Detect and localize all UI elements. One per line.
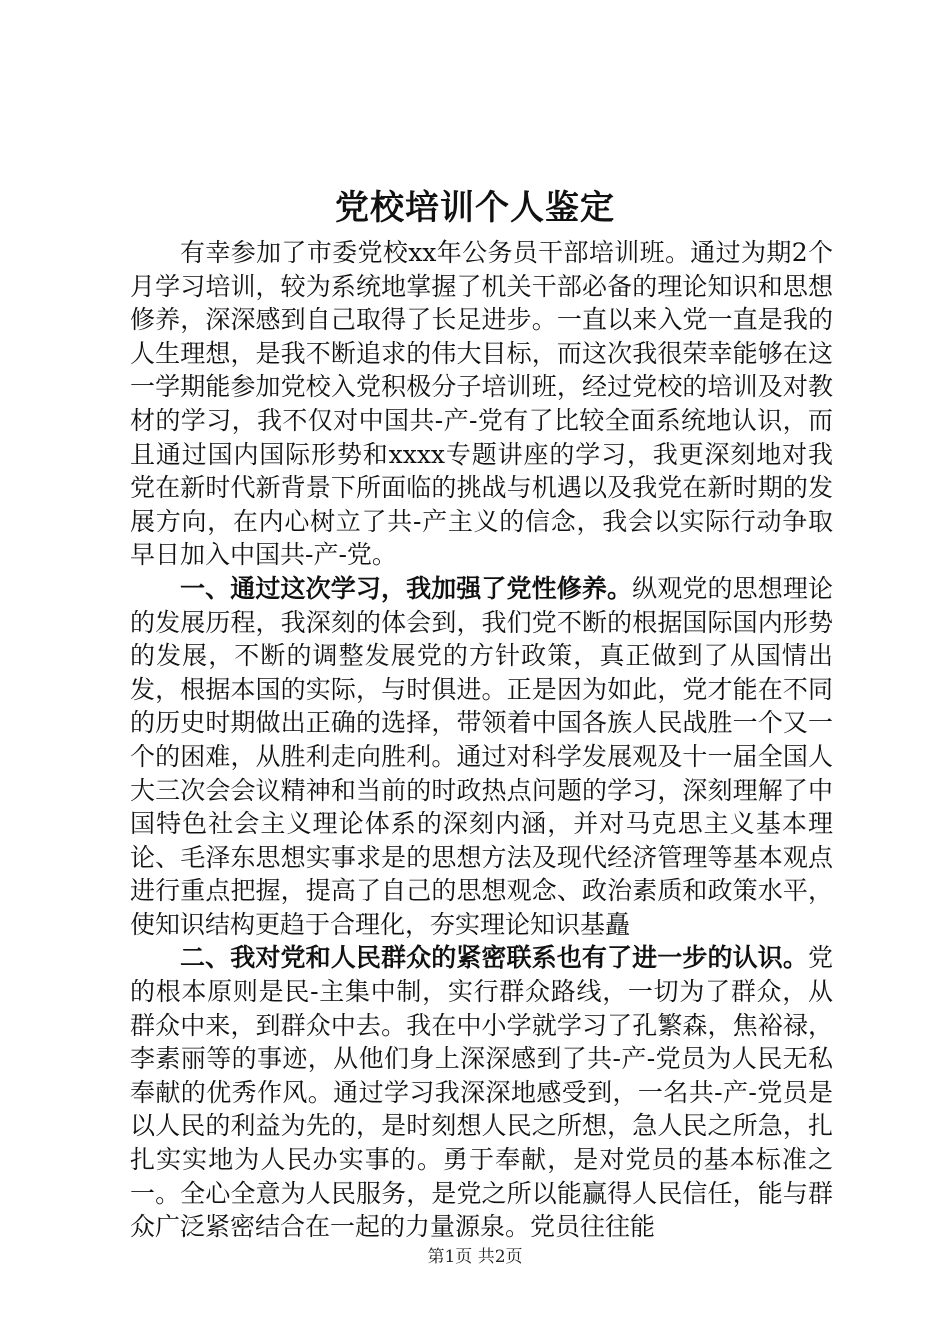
paragraph-mass-line: [130, 941, 833, 1243]
paragraph-party-spirit: [130, 572, 833, 942]
document-title: 党校培训个人鉴定: [335, 188, 615, 228]
paragraph-intro: [130, 236, 833, 572]
paragraph-text: 有幸参加了市委党校xx年公务员干部培训班。通过为期2个月学习培训，较为系统地掌握了机关干部必备的理论知识和思想修养，深深感到自己取得了长足进步。一直以来入党一直是我的人生理想，是我不断追求的伟大目标，而这次我很荣幸能够在这一学期能参加党校入党积极分子培训班，经过党校的培训及对教材的学习，我不仅对中国共-产-党有了比较全面系统地认识，而且通过国内国际形势和xxxx专题讲座的学习，我更深刻地对我党在新时代新背景下所面临的挑战与机遇以及我党在新时期的发展方向，在内心树立了共-产主义的信念，我会以实际行动争取早日加入中国共-产-党。: [130, 238, 833, 570]
paragraph-text: 党的根本原则是民-主集中制，实行群众路线，一切为了群众，从群众中来，到群众中去。我在中小学就学习了孔繁森，焦裕禄，李素丽等的事迹，从他们身上深深感到了共-产-党员为人民无私奉献的优秀作风。通过学习我深深地感受到，一名共-产-党员是以人民的利益为先的，是时刻想人民之所想，急人民之所急，扎扎实实地为人民办实事的。勇于奉献，是对党员的基本标准之一。全心全意为人民服务，是党之所以能赢得人民信任，能与群众广泛紧密结合在一起的力量源泉。党员往往能: [130, 943, 833, 1242]
document-body: [130, 236, 833, 1244]
paragraph-text: 纵观党的思想理论的发展历程，我深刻的体会到，我们党不断的根据国际国内形势的发展，不断的调整发展党的方针政策，真正做到了从国情出发，根据本国的实际，与时俱进。正是因为如此，党才能在不同的历史时期做出正确的选择，带领着中国各族人民战胜一个又一个的困难，从胜利走向胜利。通过对科学发展观及十一届全国人大三次会会议精神和当前的时政热点问题的学习，深刻理解了中国特色社会主义理论体系的深刻内涵，并对马克思主义基本理论、毛泽东思想实事求是的思想方法及现代经济管理等基本观点进行重点把握，提高了自己的思想观念、政治素质和政策水平，使知识结构更趋于合理化，夯实理论知识基矗: [130, 573, 833, 939]
paragraph-heading: 二、我对党和人民群众的紧密联系也有了进一步的认识。: [180, 943, 808, 973]
paragraph-heading: 一、通过这次学习，我加强了党性修养。: [180, 573, 633, 603]
page-number: 第1页 共2页: [427, 1247, 523, 1267]
